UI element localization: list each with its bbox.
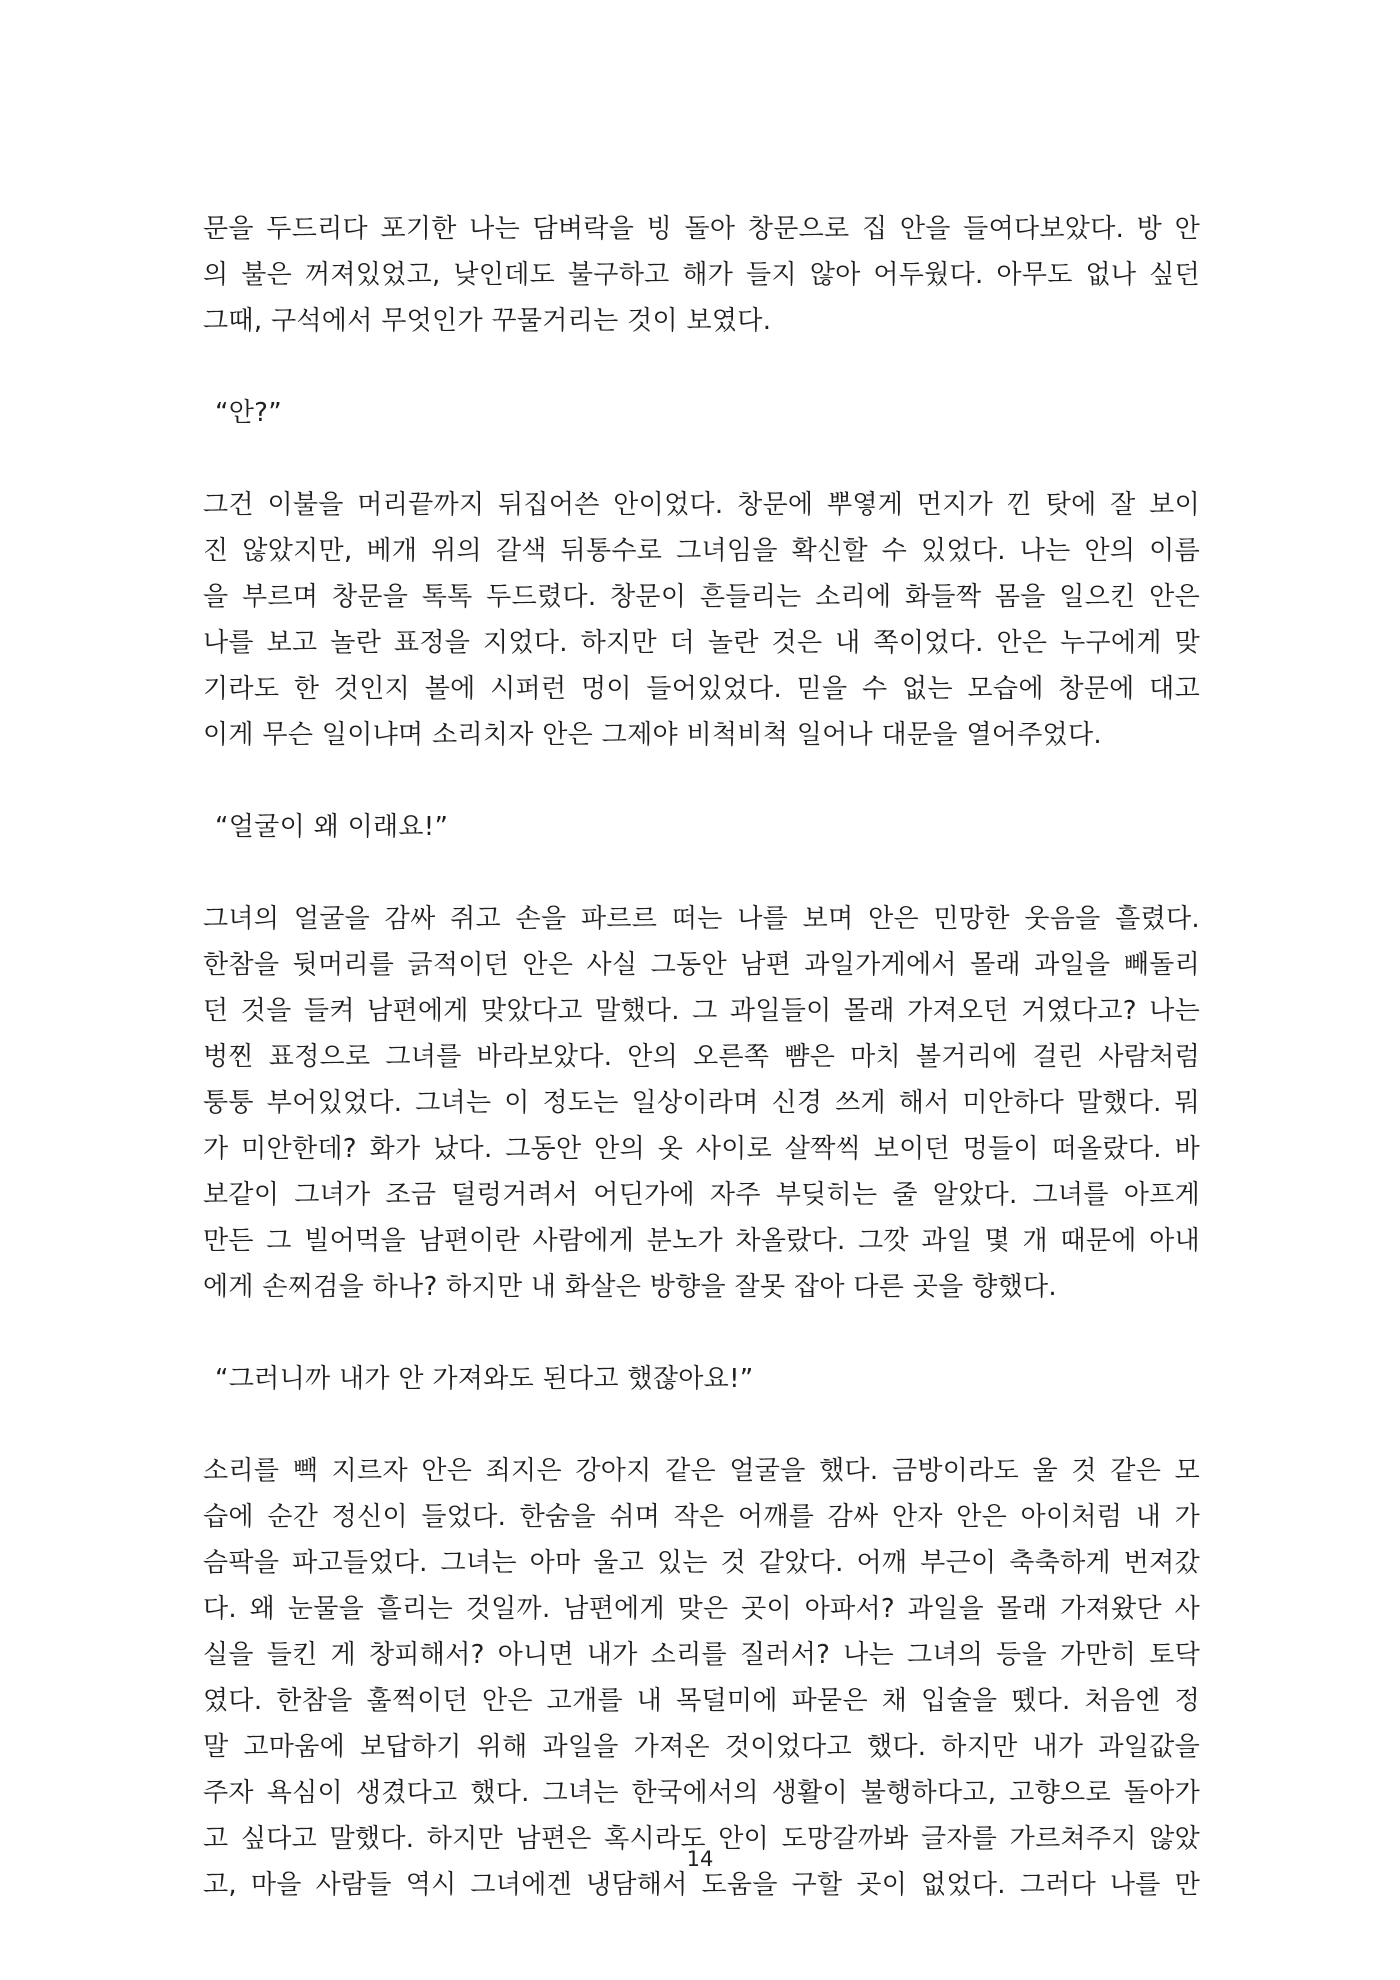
body-text: [203, 206, 1200, 1908]
page-number: 14: [686, 1847, 714, 1871]
paragraph-gap: [203, 758, 1200, 804]
text-line: “그러니까 내가 안 가져와도 된다고 했잖아요!”: [215, 1364, 754, 1394]
text-line: 보같이 그녀가 조금 덜렁거려서 어딘가에 자주 부딪히는 줄 알았다. 그녀를 아프게: [203, 1180, 1200, 1210]
text-line: 실을 들킨 게 창피해서? 아니면 내가 소리를 질러서? 나는 그녀의 등을 가만히 토닥: [203, 1640, 1200, 1670]
text-line: 을 부르며 창문을 톡톡 두드렸다. 창문이 흔들리는 소리에 화들짝 몸을 일으킨 안은: [203, 582, 1200, 612]
text-line: 벙찐 표정으로 그녀를 바라보았다. 안의 오른쪽 뺨은 마치 볼거리에 걸린 사람처럼: [203, 1042, 1200, 1072]
text-line: 그녀의 얼굴을 감싸 쥐고 손을 파르르 떠는 나를 보며 안은 민망한 웃음을 흘렸다.: [203, 904, 1200, 934]
text-line: 에게 손찌검을 하나? 하지만 내 화살은 방향을 잘못 잡아 다른 곳을 향했다.: [203, 1272, 1057, 1302]
paragraph-gap: [203, 850, 1200, 896]
text-line: 주자 욕심이 생겼다고 했다. 그녀는 한국에서의 생활이 불행하다고, 고향으로 돌아가: [203, 1778, 1200, 1808]
text-line: 그때, 구석에서 무엇인가 꾸물거리는 것이 보였다.: [203, 306, 772, 336]
text-line: 의 불은 꺼져있었고, 낮인데도 불구하고 해가 들지 않아 어두웠다. 아무도 없나 싶던: [203, 260, 1200, 290]
text-line: 그건 이불을 머리끝까지 뒤집어쓴 안이었다. 창문에 뿌옇게 먼지가 낀 탓에 잘 보이: [203, 490, 1200, 520]
paragraph: [203, 206, 1200, 344]
text-line: 던 것을 들켜 남편에게 맞았다고 말했다. 그 과일들이 몰래 가져오던 거였다고? 나는: [203, 996, 1200, 1026]
paragraph-gap: [203, 1310, 1200, 1356]
dialogue-line: [203, 804, 1200, 850]
text-line: 였다. 한참을 훌쩍이던 안은 고개를 내 목덜미에 파묻은 채 입술을 뗐다. 처음엔 정: [203, 1686, 1200, 1716]
text-line: 이게 무슨 일이냐며 소리치자 안은 그제야 비척비척 일어나 대문을 열어주었다.: [203, 720, 1102, 750]
text-line: 다. 왜 눈물을 흘리는 것일까. 남편에게 맞은 곳이 아파서? 과일을 몰래 가져왔단 사: [203, 1594, 1200, 1624]
text-line: 말 고마움에 보답하기 위해 과일을 가져온 것이었다고 했다. 하지만 내가 과일값을: [203, 1732, 1200, 1762]
paragraph-gap: [203, 1402, 1200, 1448]
text-line: 진 않았지만, 베개 위의 갈색 뒤통수로 그녀임을 확신할 수 있었다. 나는 안의 이름: [203, 536, 1200, 566]
paragraph: [203, 896, 1200, 1310]
text-line: 슴팍을 파고들었다. 그녀는 아마 울고 있는 것 같았다. 어깨 부근이 축축하게 번져갔: [203, 1548, 1200, 1578]
text-line: “안?”: [215, 398, 283, 428]
dialogue-line: [203, 390, 1200, 436]
paragraph: [203, 1448, 1200, 1908]
text-line: 한참을 뒷머리를 긁적이던 안은 사실 그동안 남편 과일가게에서 몰래 과일을 빼돌리: [203, 950, 1200, 980]
text-line: 고, 마을 사람들 역시 그녀에겐 냉담해서 도움을 구할 곳이 없었다. 그러다 나를 만: [203, 1870, 1200, 1900]
paragraph-gap: [203, 344, 1200, 390]
text-line: “얼굴이 왜 이래요!”: [215, 812, 449, 842]
text-line: 고 싶다고 말했다. 하지만 남편은 혹시라도 안이 도망갈까봐 글자를 가르쳐주지 않았: [203, 1824, 1200, 1854]
text-line: 기라도 한 것인지 볼에 시퍼런 멍이 들어있었다. 믿을 수 없는 모습에 창문에 대고: [203, 674, 1200, 704]
dialogue-line: [203, 1356, 1200, 1402]
text-line: 나를 보고 놀란 표정을 지었다. 하지만 더 놀란 것은 내 쪽이었다. 안은 누구에게 맞: [203, 628, 1200, 658]
text-line: 문을 두드리다 포기한 나는 담벼락을 빙 돌아 창문으로 집 안을 들여다보았다. 방 안: [203, 214, 1200, 244]
paragraph: [203, 482, 1200, 758]
text-line: 만든 그 빌어먹을 남편이란 사람에게 분노가 차올랐다. 그깟 과일 몇 개 때문에 아내: [203, 1226, 1200, 1256]
text-line: 소리를 빽 지르자 안은 죄지은 강아지 같은 얼굴을 했다. 금방이라도 울 것 같은 모: [203, 1456, 1200, 1486]
text-line: 퉁퉁 부어있었다. 그녀는 이 정도는 일상이라며 신경 쓰게 해서 미안하다 말했다. 뭐: [203, 1088, 1200, 1118]
paragraph-gap: [203, 436, 1200, 482]
text-line: 가 미안한데? 화가 났다. 그동안 안의 옷 사이로 살짝씩 보이던 멍들이 떠올랐다. 바: [203, 1134, 1200, 1164]
text-line: 습에 순간 정신이 들었다. 한숨을 쉬며 작은 어깨를 감싸 안자 안은 아이처럼 내 가: [203, 1502, 1200, 1532]
